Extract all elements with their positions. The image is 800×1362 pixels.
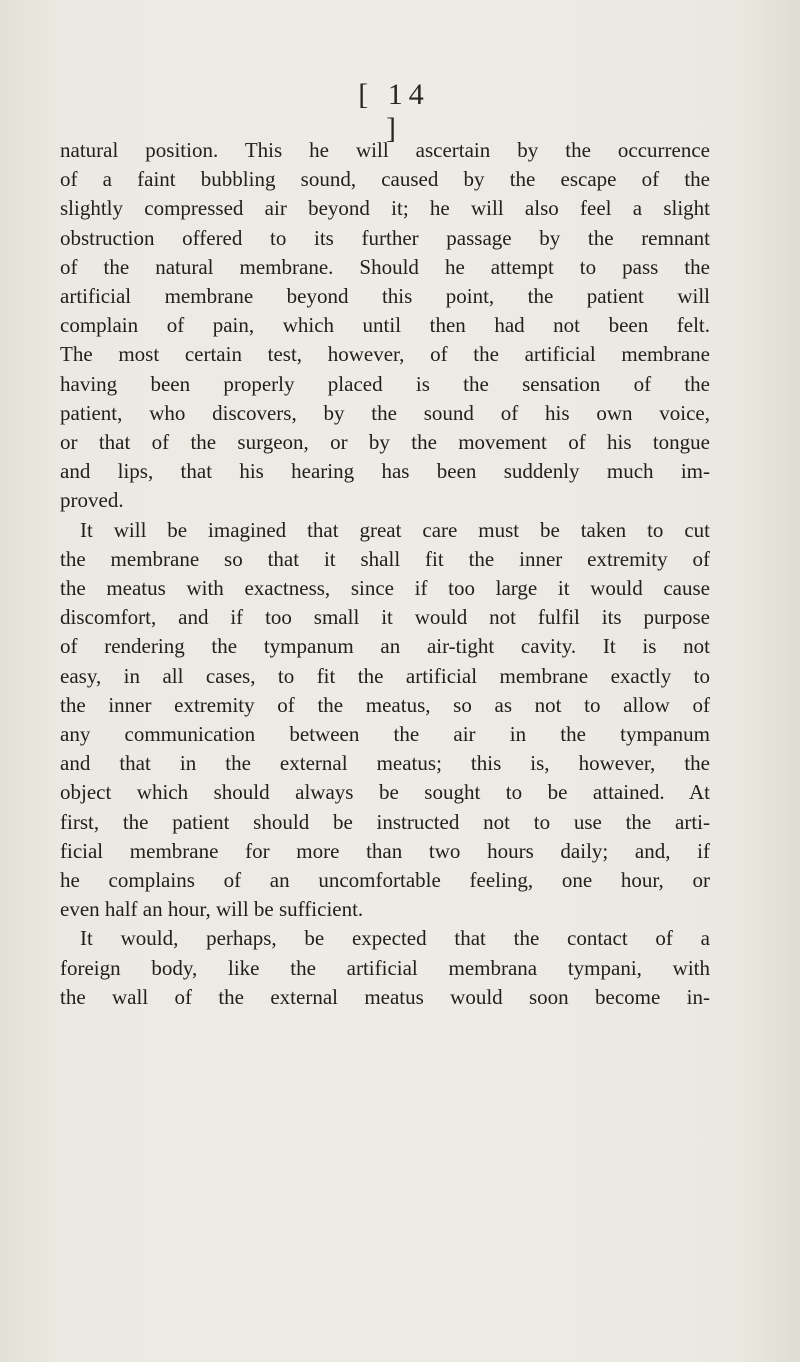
text-line: any communication between the air in the tympanum: [60, 722, 710, 747]
text-line: having been properly placed is the sensation of the: [60, 371, 710, 396]
text-line: ficial membrane for more than two hours daily; and, if: [60, 838, 710, 863]
text-line: of rendering the tympanum an air-tight cavity. It is not: [60, 634, 710, 659]
text-line: the inner extremity of the meatus, so as not to allow of: [60, 692, 710, 717]
text-line: foreign body, like the artificial membrana tympani, with: [60, 955, 710, 980]
text-line: the meatus with exactness, since if too large it would cause: [60, 576, 710, 601]
page-number: [ 14 ]: [358, 78, 430, 145]
text-line: he complains of an uncomfortable feeling, one hour, or: [60, 868, 710, 893]
text-line: and lips, that his hearing has been suddenly much im-: [60, 459, 710, 484]
text-line: and that in the external meatus; this is, however, the: [60, 751, 710, 776]
text-line: It would, perhaps, be expected that the contact of a: [80, 926, 710, 951]
text-line: patient, who discovers, by the sound of his own voice,: [60, 400, 710, 425]
text-line: easy, in all cases, to fit the artificial membrane exactly to: [60, 663, 710, 688]
paragraph: [60, 924, 710, 1012]
body-text: [60, 136, 710, 1012]
text-line: The most certain test, however, of the artificial membrane: [60, 342, 710, 367]
text-line: artificial membrane beyond this point, the patient will: [60, 284, 710, 309]
text-line: proved.: [60, 488, 124, 513]
text-line: even half an hour, will be sufficient.: [60, 897, 364, 922]
paragraph: [60, 136, 710, 516]
text-line: or that of the surgeon, or by the movement of his tongue: [60, 430, 710, 455]
text-line: the membrane so that it shall fit the inner extremity of: [60, 546, 710, 571]
text-line: discomfort, and if too small it would not fulfil its purpose: [60, 605, 710, 630]
text-line: It will be imagined that great care must be taken to cut: [80, 517, 710, 542]
text-line: complain of pain, which until then had not been felt.: [60, 313, 710, 338]
text-line: natural position. This he will ascertain by the occurrence: [60, 138, 710, 162]
text-line: the wall of the external meatus would soon become in-: [60, 984, 710, 1009]
text-line: of a faint bubbling sound, caused by the escape of the: [60, 167, 710, 192]
text-line: obstruction offered to its further passage by the remnant: [60, 225, 710, 250]
paragraph: [60, 516, 710, 925]
text-line: of the natural membrane. Should he attempt to pass the: [60, 254, 710, 279]
text-line: first, the patient should be instructed not to use the arti-: [60, 809, 710, 834]
text-line: object which should always be sought to be attained. At: [60, 780, 710, 805]
text-line: slightly compressed air beyond it; he will also feel a slight: [60, 196, 710, 221]
